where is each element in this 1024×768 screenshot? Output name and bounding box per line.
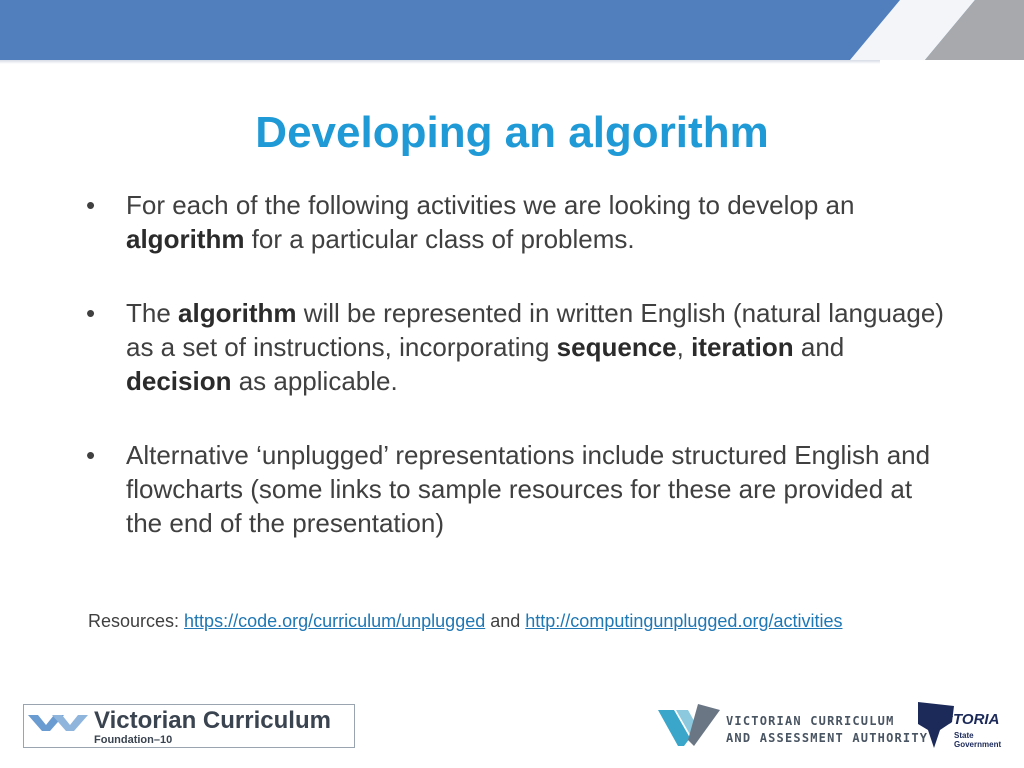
bullet-marker: • [86,190,96,220]
header-band-shadow [0,60,880,64]
bullet-item [86,296,946,398]
government-label: Government [954,740,1002,749]
resources-label: Resources: [88,611,185,631]
resources-line [88,611,842,632]
bullet-marker: • [86,440,96,470]
header-band [0,0,1024,60]
victoria-state-government-logo [916,700,1006,752]
vcaa-logo [658,702,929,748]
code-org-link[interactable]: https://code.org/curriculum/unplugged [184,611,486,631]
bullet-text: For each of the following activities we are looking to develop an algorithm for a particular class of problems. [126,190,855,254]
computing-unplugged-link[interactable]: http://computingunplugged.org/activities [525,611,843,631]
bullet-item [86,438,946,540]
vcaa-name-line-2: AND ASSESSMENT AUTHORITY [726,731,929,745]
victoria-wordmark: VICTORIA [928,711,1000,728]
bullet-list [86,188,946,580]
victorian-curriculum-logo [23,704,355,748]
victorian-curriculum-sub: Foundation–10 [94,734,173,746]
vcaa-name-line-1: VICTORIAN CURRICULUM [726,714,895,728]
vcaa-v-icon [658,704,720,746]
victorian-curriculum-chevron-icon [28,711,90,733]
state-label: State [954,731,974,740]
bullet-text: Alternative ‘unplugged’ representations include structured English and flowcharts (some links to sample resources for these are provided at the end of the presentation) [126,440,931,538]
bullet-item [86,188,946,256]
bullet-text: The algorithm will be represented in written English (natural language) as a set of instructions, incorporating sequence, iteration and decision as applicable. [126,298,944,396]
bullet-marker: • [86,298,96,328]
resources-joiner: and [485,611,526,631]
slide-title: Developing an algorithm [255,108,769,157]
victorian-curriculum-name: Victorian Curriculum [94,707,331,734]
